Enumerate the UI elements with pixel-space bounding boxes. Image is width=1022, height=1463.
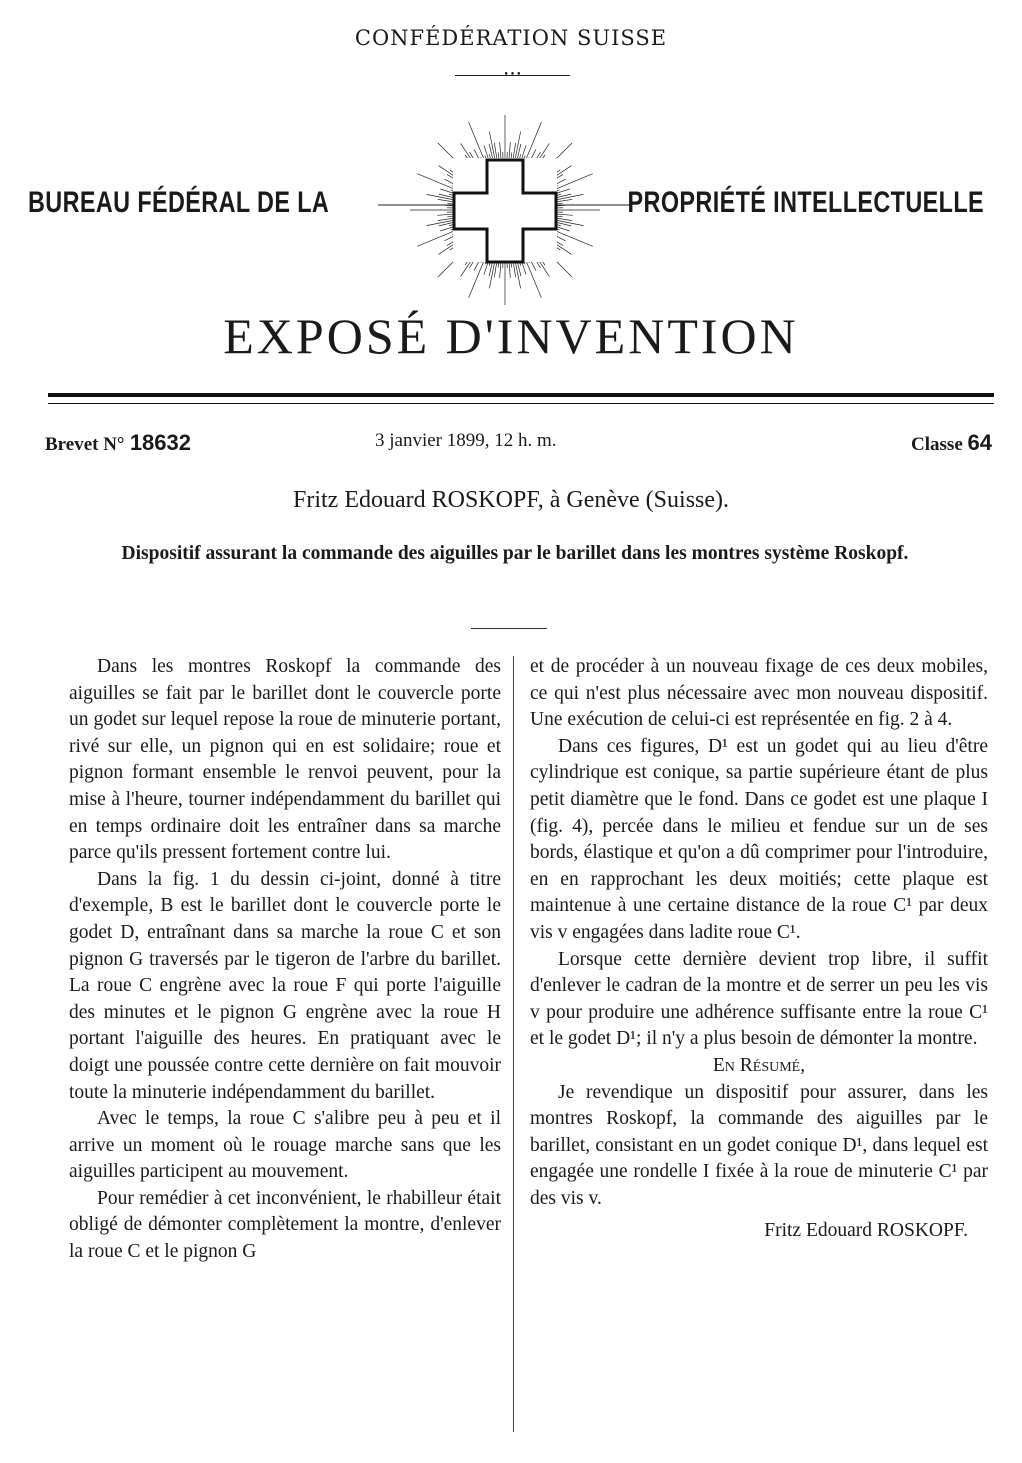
classe-number: 64 <box>967 430 992 455</box>
paragraph: Avec le temps, la roue C s'alibre peu à peu et il arrive un moment où le rouage marche sans que les aiguilles participent au mouvement. <box>69 1108 501 1183</box>
claim-paragraph: Je revendique un dispositif pour assurer, dans les montres Roskopf, la commande des aiguilles par le barillet, consistant en un godet conique D¹, dans lequel est engagée une rondelle I fixée à la roue de minuterie C¹ par des vis v. <box>530 1081 988 1209</box>
resume-heading: En Résumé, <box>712 1054 806 1076</box>
paragraph: Dans les montres Roskopf la commande des aiguilles se fait par le barillet dont le couvercle porte un godet sur lequel repose la roue de minuterie portant, rivé sur elle, un pignon qui en est solidaire; roue et pignon formant ensemble le renvoi peuvent, pour la mise à l'heure, tourner indépendamment du barillet qui en temps ordinaire doit les entraîner dans sa marche parce qu'ils pressent fortement contre lui. <box>69 656 501 864</box>
patent-date: 3 janvier 1899, 12 h. m. <box>375 430 557 451</box>
paragraph: Dans la fig. 1 du dessin ci-joint, donné à titre d'exemple, B est le barillet dont le couvercle porte le godet D, entraînant dans sa marche la roue C et son pignon G traversés par le tigeron de l'arbre du barillet. La roue C engrène avec la roue F qui porte l'aiguille des minutes et le pignon G engrène avec la roue H portant l'aiguille des heures. En pratiquant avec le doigt une poussée contre cette dernière on fait mouvoir toute la minuterie indépendamment du barillet. <box>69 868 501 1103</box>
document-title: EXPOSÉ D'INVENTION <box>223 308 799 364</box>
right-column <box>530 654 988 1245</box>
paragraph: Lorsque cette dernière devient trop libre, il suffit d'enlever le cadran de la montre et de serrer un peu les vis v pour produire une adhérence suffisante entre la roue C¹ et le godet D¹; il n'y a plus besoin de démonter la montre. <box>530 948 988 1050</box>
paragraph: Dans ces figures, D¹ est un godet qui au lieu d'être cylindrique est conique, sa partie supérieure étant de plus petit diamètre que le fond. Dans ce godet est une plaque I (fig. 4), percée dans le milieu et fendue sur un de ses bords, élastique et qu'on a dû comprimer pour l'introduire, en en rapprochant les deux moitiés; cette plaque est maintenue à une certaine distance de la roue C¹ par deux vis v engagées dans ladite roue C¹. <box>530 735 988 943</box>
inventor-line: Fritz Edouard ROSKOPF, à Genève (Suisse). <box>292 487 730 513</box>
patent-number <box>45 430 191 456</box>
patent-class <box>911 430 992 456</box>
swiss-cross-emblem-icon <box>370 108 640 308</box>
classe-label: Classe <box>911 434 963 455</box>
brevet-label: Brevet N° <box>45 434 125 455</box>
ornament-dots: ••• <box>503 70 523 80</box>
confederation-heading: CONFÉDÉRATION SUISSE <box>354 26 668 50</box>
bureau-title-right: PROPRIÉTÉ INTELLECTUELLE <box>627 186 984 219</box>
title-rule-thin <box>48 403 994 404</box>
section-rule <box>471 628 547 629</box>
column-divider <box>513 656 514 1432</box>
title-rule-thick <box>48 393 994 397</box>
paragraph: Pour remédier à cet inconvénient, le rhabilleur était obligé de démonter complètement la montre, d'enlever la roue C et le pignon G <box>69 1187 501 1263</box>
invention-subject: Dispositif assurant la commande des aiguilles par le barillet dans les montres système Roskopf. <box>121 543 909 564</box>
bureau-title-left: BUREAU FÉDÉRAL DE LA <box>28 186 330 219</box>
paragraph-continued: et de procéder à un nouveau fixage de ces deux mobiles, ce qui n'est plus nécessaire avec mon nouveau dispositif. Une exécution de celui-ci est représentée en fig. 2 à 4. <box>530 656 988 731</box>
signature: Fritz Edouard ROSKOPF. <box>764 1220 968 1242</box>
left-column <box>69 654 501 1266</box>
brevet-number: 18632 <box>129 430 191 455</box>
